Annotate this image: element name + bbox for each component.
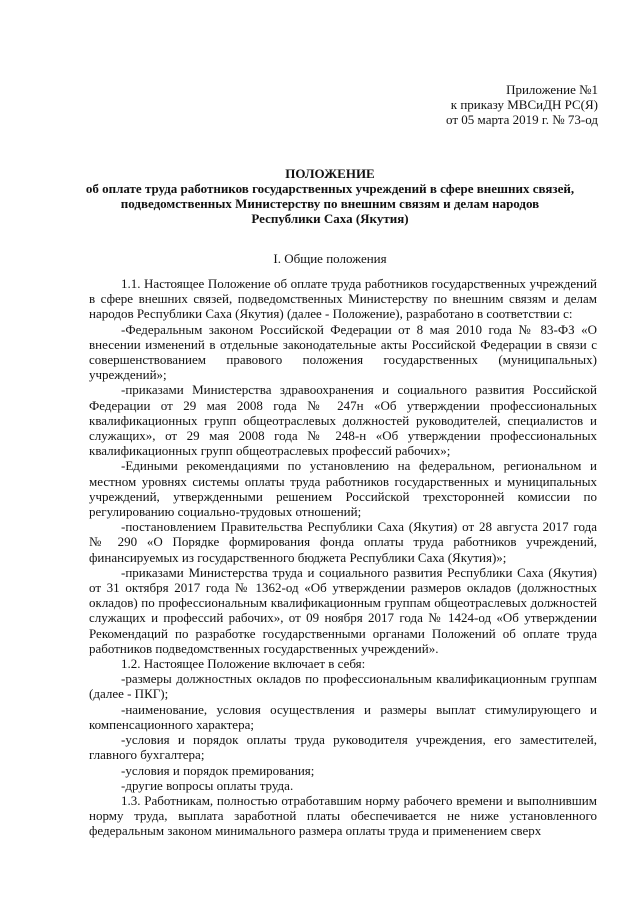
paragraph: -условия и порядок оплаты труда руководителя учреждения, его заместителей, главного бухгалтера; <box>89 732 597 763</box>
section-body <box>89 276 597 839</box>
paragraph: -размеры должностных окладов по профессиональным квалификационным группам (далее - ПКГ); <box>89 671 597 702</box>
paragraph: -постановлением Правительства Республики Саха (Якутия) от 28 августа 2017 года № 290 «О Порядке формирования фонда оплаты труда работников учреждений, финансируемых из государственного бюджета Республики Саха (Якутия)»; <box>89 519 597 565</box>
paragraph: 1.2. Настоящее Положение включает в себя: <box>121 656 366 672</box>
paragraph: -другие вопросы оплаты труда. <box>121 777 294 793</box>
title-line-4: Республики Саха (Якутия) <box>251 211 409 226</box>
paragraph: -наименование, условия осуществления и размеры выплат стимулирующего и компенсационного характера; <box>89 701 597 732</box>
paragraph: 1.1. Настоящее Положение об оплате труда работников государственных учреждений в сфере внешних связей, подведомственных Министерству по внешним связям и делам народов Республики Саха (Якутия) (далее - Положение), разработано в соответствии с: <box>89 276 597 322</box>
appendix-order: к приказу МВСиДН РС(Я) <box>450 97 598 112</box>
paragraph: 1.3. Работникам, полностью отработавшим норму рабочего времени и выполнившим норму труда, выплата заработной платы обеспечивается не ниже установленного федеральным законом минимального размера оплаты труда и применением сверх <box>89 792 597 839</box>
appendix-reference <box>338 82 598 127</box>
section-heading: I. Общие положения <box>273 251 387 266</box>
title-line-1: ПОЛОЖЕНИЕ <box>285 166 375 181</box>
paragraph: -приказами Министерства труда и социального развития Республики Саха (Якутия) от 31 октября 2017 года № 1362-од «Об утверждении размеров окладов (должностных окладов) по профессиональным квалификационным группам общеотраслевых должностей служащих и профессий рабочих», от 09 ноября 2017 года № 1424-од «Об утверждении Рекомендаций по разработке государственными органами Положений об оплате труда работников подведомственных государственных учреждений». <box>89 564 597 656</box>
paragraph: -Едиными рекомендациями по установлению на федеральном, региональном и местном уровнях системы оплаты труда работников государственных и муниципальных учреждений, утвержденными решением Российской трехсторонней комиссии по регулированию социально-трудовых отношений; <box>89 458 597 520</box>
title-line-3: подведомственных Министерству по внешним связям и делам народов <box>120 196 540 211</box>
paragraph: -Федеральным законом Российской Федерации от 8 мая 2010 года № 83-ФЗ «О внесении изменений в отдельные законодательные акты Российской Федерации в связи с совершенствованием правового положения государственных (муниципальных) учреждений»; <box>89 321 597 383</box>
title-line-2: об оплате труда работников государственных учреждений в сфере внешних связей, <box>85 181 575 196</box>
paragraph: -условия и порядок премирования; <box>121 762 315 778</box>
paragraph: -приказами Министерства здравоохранения и социального развития Российской Федерации от 29 мая 2008 года № 247н «Об утверждении профессиональных квалификационных групп общеотраслевых должностей руководителей, специалистов и служащих», от 29 мая 2008 года № 248-н «Об утверждении профессиональных квалификационных групп общеотраслевых профессий рабочих»; <box>89 382 597 459</box>
document-title <box>80 166 580 226</box>
appendix-date: от 05 марта 2019 г. № 73-од <box>446 112 598 127</box>
appendix-number: Приложение №1 <box>506 82 598 97</box>
